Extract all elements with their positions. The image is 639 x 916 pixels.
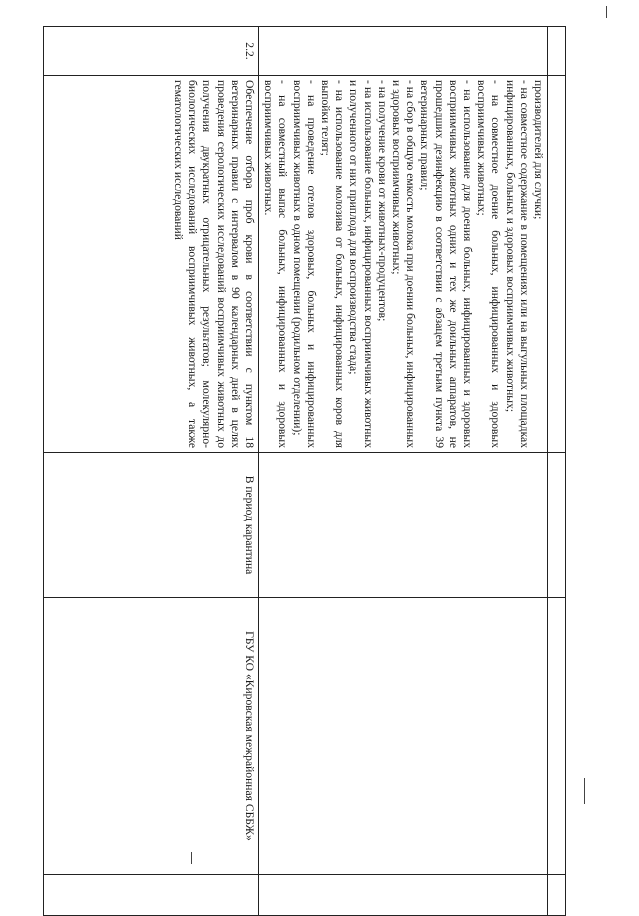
measure-clause: - на использование молозива от больных, инфицированных коров для выпойки телят; [318, 80, 347, 448]
measure-cell [258, 76, 547, 453]
measure-cell [44, 76, 259, 453]
quarantine-measures-table [43, 26, 566, 916]
scan-mark [606, 6, 607, 18]
executor-cell: ГБУ КО «Кировская межрайонная СББЖ» [44, 598, 259, 875]
executor-cell [258, 598, 547, 875]
term-cell [258, 453, 547, 598]
row-number [258, 27, 547, 76]
term-cell: В период карантина [44, 453, 259, 598]
table-row [44, 27, 259, 916]
scan-mark [191, 852, 192, 864]
measure-clause: - на совместное доение больных, инфицированных и здоровых восприимчивых животных; [475, 80, 503, 448]
measure-clause: - на совместный выпас больных, инфицированных и здоровых восприимчивых животных. [262, 80, 290, 448]
measure-clause: - на проведение отелов здоровых, больных и инфицированных восприимчивых животных в одном помещении (родильном отделении); [290, 80, 318, 448]
measure-clause: Обеспечение отбора проб крови в соответствии с пунктом 18 ветеринарных правил с интервалом в 90 календарных дней в целях проведения серологических исследований восприимчивых животных до получения двукратных отрицательных результатов; молекулярно-биологических исследований восприимчивых животных, а также гематологических исследований [171, 80, 256, 448]
rotated-page [43, 26, 566, 878]
measure-clause: - на совместное содержание в помещениях или на выгульных площадках инфицированных, больных и здоровых восприимчивых животных; [503, 80, 531, 448]
table-top-edge-row [548, 27, 566, 916]
measure-clause: - на получение крови от животных-продуцентов; [375, 80, 389, 322]
row-number: 2.2. [44, 27, 259, 76]
measure-clause: - на использование для доения больных, инфицированных и здоровых восприимчивых животных одних и тех же доильных аппаратов, не прошедших дезинфекцию в соответствии с абзацем третьим пункта 39 ветеринарных правил; [418, 80, 474, 448]
table-row [258, 27, 547, 916]
measure-clause: производителей для случки; [532, 80, 545, 220]
measure-clause: - на использование больных, инфицированных восприимчивых животных и полученного от них приплода для воспроизводства стада; [347, 80, 375, 448]
scan-mark [584, 778, 585, 804]
measure-clause: - на сбор в общую емкость молока при доении больных, инфицированных и здоровых восприимчивых животных; [389, 80, 418, 448]
